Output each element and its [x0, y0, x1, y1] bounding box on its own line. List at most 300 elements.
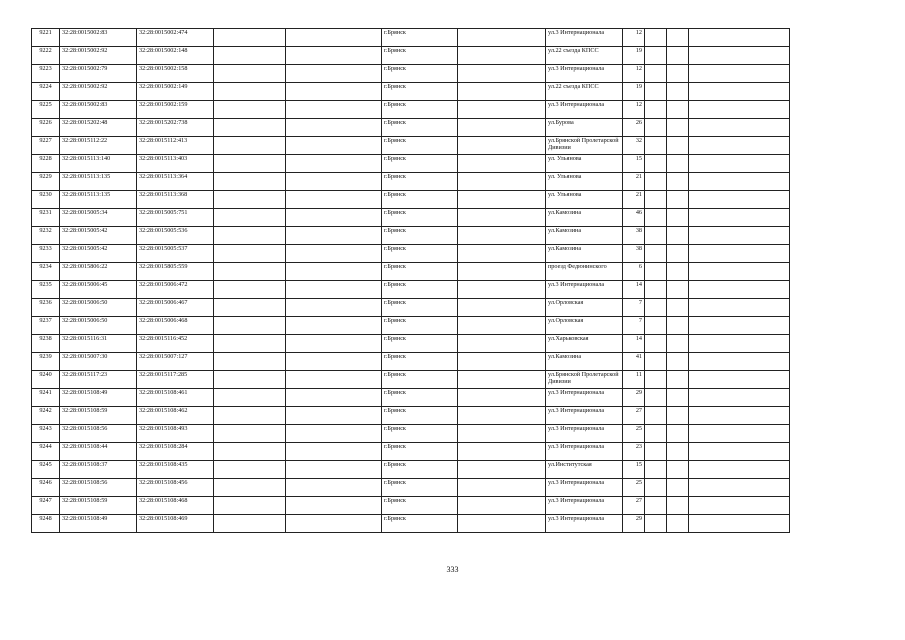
- empty-cell: [214, 47, 286, 65]
- house-number-cell: 12: [623, 65, 645, 83]
- empty-cell: [645, 497, 667, 515]
- empty-cell: [645, 227, 667, 245]
- object-cadastral-number: 32:28:0015002:474: [137, 29, 214, 47]
- object-cadastral-number: 32:28:0015108:493: [137, 425, 214, 443]
- empty-cell: [667, 227, 689, 245]
- city-cell: г.Брянск: [382, 47, 458, 65]
- empty-cell: [667, 47, 689, 65]
- cadastral-number: 32:28:0015005:42: [60, 227, 137, 245]
- city-cell: г.Брянск: [382, 407, 458, 425]
- empty-cell: [667, 83, 689, 101]
- empty-cell: [667, 155, 689, 173]
- empty-cell: [667, 65, 689, 83]
- city-cell: г.Брянск: [382, 155, 458, 173]
- table-row: [32, 263, 790, 281]
- empty-cell: [667, 389, 689, 407]
- object-cadastral-number: 32:28:0015108:456: [137, 479, 214, 497]
- empty-cell: [286, 227, 382, 245]
- house-number-cell: 6: [623, 263, 645, 281]
- city-cell: г.Брянск: [382, 353, 458, 371]
- empty-cell: [214, 317, 286, 335]
- empty-cell: [689, 353, 790, 371]
- empty-cell: [645, 155, 667, 173]
- empty-cell: [645, 443, 667, 461]
- empty-cell: [286, 425, 382, 443]
- empty-cell: [689, 245, 790, 263]
- table-row: [32, 227, 790, 245]
- house-number-cell: 12: [623, 29, 645, 47]
- row-number: 9225: [32, 101, 60, 119]
- house-number-cell: 41: [623, 353, 645, 371]
- empty-cell: [667, 101, 689, 119]
- empty-cell: [214, 371, 286, 389]
- table-row: [32, 353, 790, 371]
- empty-cell: [458, 425, 546, 443]
- table-row: [32, 65, 790, 83]
- empty-cell: [458, 281, 546, 299]
- street-cell: ул.Орловская: [546, 299, 623, 317]
- empty-cell: [286, 209, 382, 227]
- house-number-cell: 38: [623, 227, 645, 245]
- city-cell: г.Брянск: [382, 119, 458, 137]
- city-cell: г.Брянск: [382, 263, 458, 281]
- row-number: 9240: [32, 371, 60, 389]
- row-number: 9247: [32, 497, 60, 515]
- empty-cell: [689, 47, 790, 65]
- empty-cell: [286, 335, 382, 353]
- street-cell: ул.Камозина: [546, 227, 623, 245]
- empty-cell: [689, 317, 790, 335]
- row-number: 9235: [32, 281, 60, 299]
- empty-cell: [286, 65, 382, 83]
- empty-cell: [458, 299, 546, 317]
- city-cell: г.Брянск: [382, 191, 458, 209]
- empty-cell: [458, 479, 546, 497]
- empty-cell: [214, 263, 286, 281]
- row-number: 9224: [32, 83, 60, 101]
- object-cadastral-number: 32:28:0015117:285: [137, 371, 214, 389]
- table-row: [32, 119, 790, 137]
- table-row: [32, 191, 790, 209]
- empty-cell: [214, 479, 286, 497]
- street-cell: ул.Брянской Пролетарской Дивизии: [546, 371, 623, 389]
- empty-cell: [645, 335, 667, 353]
- row-number: 9230: [32, 191, 60, 209]
- house-number-cell: 27: [623, 497, 645, 515]
- city-cell: г.Брянск: [382, 83, 458, 101]
- empty-cell: [458, 83, 546, 101]
- object-cadastral-number: 32:28:0015007:127: [137, 353, 214, 371]
- empty-cell: [689, 119, 790, 137]
- empty-cell: [645, 353, 667, 371]
- object-cadastral-number: 32:28:0015116:452: [137, 335, 214, 353]
- cadastral-number: 32:28:0015806:22: [60, 263, 137, 281]
- table-row: [32, 209, 790, 227]
- house-number-cell: 14: [623, 335, 645, 353]
- object-cadastral-number: 32:28:0015108:461: [137, 389, 214, 407]
- empty-cell: [667, 299, 689, 317]
- empty-cell: [689, 299, 790, 317]
- row-number: 9229: [32, 173, 60, 191]
- empty-cell: [645, 263, 667, 281]
- empty-cell: [689, 227, 790, 245]
- empty-cell: [214, 191, 286, 209]
- cadastral-number: 32:28:0015007:30: [60, 353, 137, 371]
- empty-cell: [645, 173, 667, 191]
- empty-cell: [214, 209, 286, 227]
- cadastral-number: 32:28:0015108:49: [60, 515, 137, 533]
- empty-cell: [645, 407, 667, 425]
- empty-cell: [286, 299, 382, 317]
- empty-cell: [645, 83, 667, 101]
- object-cadastral-number: 32:28:0015108:435: [137, 461, 214, 479]
- table-row: [32, 515, 790, 533]
- table-row: [32, 317, 790, 335]
- empty-cell: [214, 65, 286, 83]
- house-number-cell: 46: [623, 209, 645, 227]
- street-cell: ул.Камозина: [546, 245, 623, 263]
- cadastral-number: 32:28:0015108:37: [60, 461, 137, 479]
- empty-cell: [645, 101, 667, 119]
- empty-cell: [286, 479, 382, 497]
- street-cell: ул.3 Интернационала: [546, 515, 623, 533]
- row-number: 9237: [32, 317, 60, 335]
- empty-cell: [458, 119, 546, 137]
- empty-cell: [286, 47, 382, 65]
- empty-cell: [286, 515, 382, 533]
- city-cell: г.Брянск: [382, 389, 458, 407]
- street-cell: ул.Брянской Пролетарской Дивизии: [546, 137, 623, 155]
- cadastral-number: 32:28:0015108:59: [60, 407, 137, 425]
- empty-cell: [286, 281, 382, 299]
- object-cadastral-number: 32:28:0015006:467: [137, 299, 214, 317]
- table-row: [32, 461, 790, 479]
- cadastral-number: 32:28:0015108:59: [60, 497, 137, 515]
- street-cell: ул.3 Интернационала: [546, 425, 623, 443]
- row-number: 9227: [32, 137, 60, 155]
- empty-cell: [286, 29, 382, 47]
- empty-cell: [645, 479, 667, 497]
- street-cell: ул.3 Интернационала: [546, 29, 623, 47]
- empty-cell: [458, 191, 546, 209]
- city-cell: г.Брянск: [382, 299, 458, 317]
- empty-cell: [645, 209, 667, 227]
- table-row: [32, 389, 790, 407]
- empty-cell: [667, 119, 689, 137]
- object-cadastral-number: 32:28:0015108:284: [137, 443, 214, 461]
- empty-cell: [214, 515, 286, 533]
- table-row: [32, 245, 790, 263]
- street-cell: ул.Орловская: [546, 317, 623, 335]
- row-number: 9221: [32, 29, 60, 47]
- empty-cell: [667, 515, 689, 533]
- house-number-cell: 19: [623, 47, 645, 65]
- empty-cell: [689, 479, 790, 497]
- empty-cell: [286, 137, 382, 155]
- object-cadastral-number: 32:28:0015002:159: [137, 101, 214, 119]
- empty-cell: [214, 353, 286, 371]
- house-number-cell: 7: [623, 299, 645, 317]
- cadastral-number: 32:28:0015002:92: [60, 83, 137, 101]
- street-cell: ул.Бурова: [546, 119, 623, 137]
- row-number: 9248: [32, 515, 60, 533]
- table-row: [32, 281, 790, 299]
- empty-cell: [286, 371, 382, 389]
- empty-cell: [214, 101, 286, 119]
- empty-cell: [458, 335, 546, 353]
- empty-cell: [667, 317, 689, 335]
- empty-cell: [214, 173, 286, 191]
- table-row: [32, 407, 790, 425]
- street-cell: ул.22 съезда КПСС: [546, 47, 623, 65]
- house-number-cell: 19: [623, 83, 645, 101]
- object-cadastral-number: 32:28:0015112:413: [137, 137, 214, 155]
- empty-cell: [667, 443, 689, 461]
- empty-cell: [214, 407, 286, 425]
- street-cell: ул.22 съезда КПСС: [546, 83, 623, 101]
- empty-cell: [458, 227, 546, 245]
- table-row: [32, 101, 790, 119]
- object-cadastral-number: 32:28:0015005:537: [137, 245, 214, 263]
- table-row: [32, 83, 790, 101]
- row-number: 9232: [32, 227, 60, 245]
- object-cadastral-number: 32:28:0015006:468: [137, 317, 214, 335]
- city-cell: г.Брянск: [382, 497, 458, 515]
- empty-cell: [645, 47, 667, 65]
- row-number: 9245: [32, 461, 60, 479]
- street-cell: ул. Ульянова: [546, 173, 623, 191]
- street-cell: ул.Институтская: [546, 461, 623, 479]
- empty-cell: [214, 281, 286, 299]
- cadastral-number: 32:28:0015005:34: [60, 209, 137, 227]
- empty-cell: [645, 317, 667, 335]
- table-row: [32, 443, 790, 461]
- empty-cell: [286, 497, 382, 515]
- empty-cell: [286, 461, 382, 479]
- empty-cell: [667, 173, 689, 191]
- empty-cell: [286, 263, 382, 281]
- empty-cell: [667, 497, 689, 515]
- empty-cell: [645, 461, 667, 479]
- house-number-cell: 21: [623, 191, 645, 209]
- table-row: [32, 155, 790, 173]
- empty-cell: [214, 335, 286, 353]
- city-cell: г.Брянск: [382, 479, 458, 497]
- empty-cell: [667, 479, 689, 497]
- object-cadastral-number: 32:28:0015113:364: [137, 173, 214, 191]
- cadastral-number: 32:28:0015108:49: [60, 389, 137, 407]
- property-register-table: [31, 28, 790, 533]
- cadastral-number: 32:28:0015112:22: [60, 137, 137, 155]
- row-number: 9231: [32, 209, 60, 227]
- empty-cell: [667, 191, 689, 209]
- table-row: [32, 425, 790, 443]
- cadastral-number: 32:28:0015006:50: [60, 317, 137, 335]
- table-row: [32, 371, 790, 389]
- object-cadastral-number: 32:28:0015005:536: [137, 227, 214, 245]
- city-cell: г.Брянск: [382, 425, 458, 443]
- empty-cell: [458, 317, 546, 335]
- empty-cell: [667, 371, 689, 389]
- empty-cell: [286, 407, 382, 425]
- empty-cell: [689, 191, 790, 209]
- city-cell: г.Брянск: [382, 29, 458, 47]
- empty-cell: [286, 83, 382, 101]
- empty-cell: [458, 101, 546, 119]
- city-cell: г.Брянск: [382, 137, 458, 155]
- city-cell: г.Брянск: [382, 101, 458, 119]
- empty-cell: [689, 497, 790, 515]
- city-cell: г.Брянск: [382, 461, 458, 479]
- empty-cell: [458, 497, 546, 515]
- table-row: [32, 335, 790, 353]
- row-number: 9223: [32, 65, 60, 83]
- row-number: 9222: [32, 47, 60, 65]
- empty-cell: [689, 335, 790, 353]
- empty-cell: [286, 191, 382, 209]
- empty-cell: [458, 137, 546, 155]
- object-cadastral-number: 32:28:0015002:149: [137, 83, 214, 101]
- empty-cell: [214, 227, 286, 245]
- cadastral-number: 32:28:0015005:42: [60, 245, 137, 263]
- object-cadastral-number: 32:28:0015108:462: [137, 407, 214, 425]
- empty-cell: [689, 515, 790, 533]
- empty-cell: [214, 497, 286, 515]
- row-number: 9239: [32, 353, 60, 371]
- empty-cell: [689, 65, 790, 83]
- empty-cell: [214, 389, 286, 407]
- empty-cell: [458, 461, 546, 479]
- empty-cell: [458, 29, 546, 47]
- house-number-cell: 7: [623, 317, 645, 335]
- house-number-cell: 25: [623, 425, 645, 443]
- empty-cell: [286, 245, 382, 263]
- house-number-cell: 29: [623, 389, 645, 407]
- row-number: 9226: [32, 119, 60, 137]
- house-number-cell: 38: [623, 245, 645, 263]
- object-cadastral-number: 32:28:0015108:469: [137, 515, 214, 533]
- empty-cell: [214, 83, 286, 101]
- empty-cell: [689, 173, 790, 191]
- empty-cell: [214, 443, 286, 461]
- cadastral-number: 32:28:0015113:135: [60, 191, 137, 209]
- empty-cell: [458, 155, 546, 173]
- empty-cell: [667, 29, 689, 47]
- empty-cell: [645, 245, 667, 263]
- cadastral-number: 32:28:0015006:50: [60, 299, 137, 317]
- cadastral-number: 32:28:0015006:45: [60, 281, 137, 299]
- empty-cell: [214, 299, 286, 317]
- empty-cell: [458, 389, 546, 407]
- row-number: 9234: [32, 263, 60, 281]
- empty-cell: [286, 173, 382, 191]
- row-number: 9236: [32, 299, 60, 317]
- cadastral-number: 32:28:0015002:83: [60, 29, 137, 47]
- object-cadastral-number: 32:28:0015006:472: [137, 281, 214, 299]
- cadastral-number: 32:28:0015113:140: [60, 155, 137, 173]
- street-cell: ул.3 Интернационала: [546, 389, 623, 407]
- object-cadastral-number: 32:28:0015113:368: [137, 191, 214, 209]
- city-cell: г.Брянск: [382, 515, 458, 533]
- empty-cell: [689, 209, 790, 227]
- street-cell: ул.3 Интернационала: [546, 65, 623, 83]
- street-cell: ул. Ульянова: [546, 191, 623, 209]
- house-number-cell: 11: [623, 371, 645, 389]
- street-cell: ул.Камозина: [546, 209, 623, 227]
- row-number: 9243: [32, 425, 60, 443]
- empty-cell: [214, 155, 286, 173]
- row-number: 9238: [32, 335, 60, 353]
- street-cell: ул.3 Интернационала: [546, 497, 623, 515]
- empty-cell: [689, 425, 790, 443]
- empty-cell: [645, 425, 667, 443]
- house-number-cell: 15: [623, 155, 645, 173]
- empty-cell: [667, 137, 689, 155]
- empty-cell: [667, 245, 689, 263]
- empty-cell: [458, 245, 546, 263]
- table-row: [32, 173, 790, 191]
- empty-cell: [689, 29, 790, 47]
- city-cell: г.Брянск: [382, 209, 458, 227]
- city-cell: г.Брянск: [382, 443, 458, 461]
- empty-cell: [667, 263, 689, 281]
- empty-cell: [667, 425, 689, 443]
- house-number-cell: 29: [623, 515, 645, 533]
- city-cell: г.Брянск: [382, 65, 458, 83]
- house-number-cell: 12: [623, 101, 645, 119]
- street-cell: проезд Федюнинского: [546, 263, 623, 281]
- empty-cell: [667, 209, 689, 227]
- city-cell: г.Брянск: [382, 281, 458, 299]
- empty-cell: [667, 335, 689, 353]
- empty-cell: [645, 29, 667, 47]
- object-cadastral-number: 32:28:0015005:751: [137, 209, 214, 227]
- empty-cell: [667, 353, 689, 371]
- object-cadastral-number: 32:28:0015108:468: [137, 497, 214, 515]
- empty-cell: [214, 461, 286, 479]
- empty-cell: [689, 389, 790, 407]
- cadastral-number: 32:28:0015202:48: [60, 119, 137, 137]
- empty-cell: [689, 263, 790, 281]
- table-row: [32, 47, 790, 65]
- city-cell: г.Брянск: [382, 317, 458, 335]
- empty-cell: [214, 29, 286, 47]
- house-number-cell: 25: [623, 479, 645, 497]
- house-number-cell: 32: [623, 137, 645, 155]
- cadastral-number: 32:28:0015002:79: [60, 65, 137, 83]
- row-number: 9228: [32, 155, 60, 173]
- row-number: 9241: [32, 389, 60, 407]
- empty-cell: [458, 407, 546, 425]
- empty-cell: [214, 425, 286, 443]
- empty-cell: [458, 443, 546, 461]
- cadastral-number: 32:28:0015108:56: [60, 425, 137, 443]
- empty-cell: [286, 155, 382, 173]
- street-cell: ул.Харьковская: [546, 335, 623, 353]
- street-cell: ул.3 Интернационала: [546, 281, 623, 299]
- cadastral-number: 32:28:0015113:135: [60, 173, 137, 191]
- city-cell: г.Брянск: [382, 335, 458, 353]
- empty-cell: [458, 353, 546, 371]
- empty-cell: [286, 317, 382, 335]
- empty-cell: [689, 281, 790, 299]
- cadastral-number: 32:28:0015108:44: [60, 443, 137, 461]
- empty-cell: [689, 371, 790, 389]
- empty-cell: [214, 245, 286, 263]
- table-row: [32, 497, 790, 515]
- empty-cell: [645, 389, 667, 407]
- object-cadastral-number: 32:28:0015002:158: [137, 65, 214, 83]
